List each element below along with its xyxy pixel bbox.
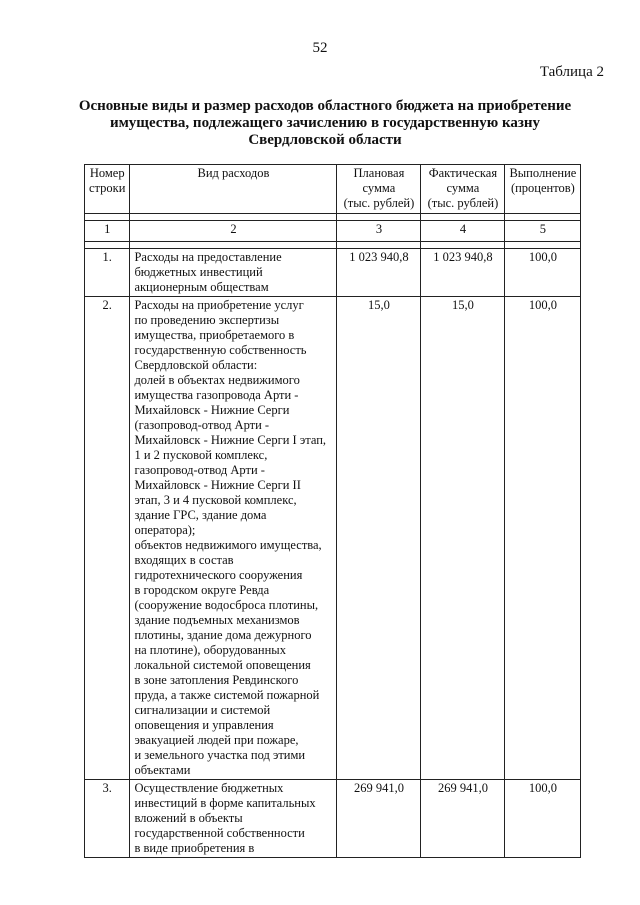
planned-sum: 1 023 940,8 [337,249,421,297]
description-line: Михайловск - Нижние Серги II [134,478,301,492]
column-number: 2 [130,221,337,242]
row-number: 2. [85,297,130,780]
execution-percent: 100,0 [505,780,581,858]
row-number: 3. [85,780,130,858]
planned-sum: 269 941,0 [337,780,421,858]
table-row [85,780,581,858]
description-line: объектами [134,763,191,777]
description-line: и земельного участка под этими [134,748,306,762]
description-line: объектов недвижимого имущества, [134,538,322,552]
table-row [85,249,581,297]
description-line: государственной собственности [134,826,305,840]
header-line: строки [89,181,126,195]
document-title [60,98,590,149]
header-line: Номер [89,166,125,180]
description-line: акционерным обществам [134,280,269,294]
header-row-number [85,165,130,214]
description-line: сигнализации и системой [134,703,271,717]
spacer-row [85,214,581,221]
description-line: (газопровод-отвод Арти - [134,418,270,432]
actual-sum: 269 941,0 [421,780,505,858]
expense-description [130,780,337,858]
description-line: бюджетных инвестиций [134,265,263,279]
expense-description [130,297,337,780]
description-line: имущества газопровода Арти - [134,388,299,402]
header-line: Вид расходов [197,166,270,180]
header-row [85,165,581,214]
spacer-row [85,242,581,249]
description-line: вложений в объекты [134,811,243,825]
header-line: (процентов) [510,181,575,195]
description-line: локальной системой оповещения [134,658,311,672]
title-line: Основные виды и размер расходов областного бюджета на приобретение [78,98,572,114]
column-number: 3 [337,221,421,242]
header-actual-sum [421,165,505,214]
column-number: 1 [85,221,130,242]
description-line: Михайловск - Нижние Серги I этап, [134,433,327,447]
description-line: в зоне затопления Ревдинского [134,673,299,687]
column-number-row [85,221,581,242]
column-number: 5 [505,221,581,242]
description-line: здание подъемных механизмов [134,613,300,627]
description-line: Михайловск - Нижние Серги [134,403,290,417]
expense-description [130,249,337,297]
execution-percent: 100,0 [505,249,581,297]
description-line: входящих в состав [134,553,234,567]
header-line: Плановая [353,166,405,180]
description-line: по проведению экспертизы [134,313,280,327]
description-line: государственную собственность [134,343,307,357]
table-row [85,297,581,780]
table-label: Таблица 2 [539,64,604,80]
header-line: (тыс. рублей) [343,196,415,210]
expenses-table [84,164,581,858]
description-line: имущества, приобретаемого в [134,328,295,342]
description-line: долей в объектах недвижимого [134,373,300,387]
description-line: Свердловской области: [134,358,258,372]
header-line: Выполнение [509,166,577,180]
description-line: в виде приобретения в [134,841,255,855]
description-line: (сооружение водосброса плотины, [134,598,319,612]
description-line: оповещения и управления [134,718,274,732]
description-line: плотины, здание дома дежурного [134,628,312,642]
description-line: инвестиций в форме капитальных [134,796,316,810]
description-line: эвакуацией людей при пожаре, [134,733,299,747]
title-line: имущества, подлежащего зачислению в государственную казну [109,115,541,131]
description-line: этап, 3 и 4 пусковой комплекс, [134,493,297,507]
header-line: сумма [362,181,396,195]
header-planned-sum [337,165,421,214]
header-execution [505,165,581,214]
description-line: 1 и 2 пусковой комплекс, [134,448,268,462]
header-expense-type [130,165,337,214]
description-line: гидротехнического сооружения [134,568,303,582]
description-line: здание ГРС, здание дома [134,508,267,522]
actual-sum: 1 023 940,8 [421,249,505,297]
description-line: Расходы на предоставление [134,250,282,264]
planned-sum: 15,0 [337,297,421,780]
row-number: 1. [85,249,130,297]
header-line: сумма [446,181,480,195]
description-line: Расходы на приобретение услуг [134,298,304,312]
header-line: (тыс. рублей) [427,196,499,210]
description-line: на плотине), оборудованных [134,643,286,657]
header-line: Фактическая [428,166,498,180]
description-line: пруда, а также системой пожарной [134,688,320,702]
column-number: 4 [421,221,505,242]
description-line: оператора); [134,523,196,537]
description-line: Осуществление бюджетных [134,781,284,795]
actual-sum: 15,0 [421,297,505,780]
execution-percent: 100,0 [505,297,581,780]
title-line: Свердловской области [248,132,402,148]
description-line: газопровод-отвод Арти - [134,463,265,477]
page-number: 52 [312,40,328,56]
description-line: в городском округе Ревда [134,583,270,597]
